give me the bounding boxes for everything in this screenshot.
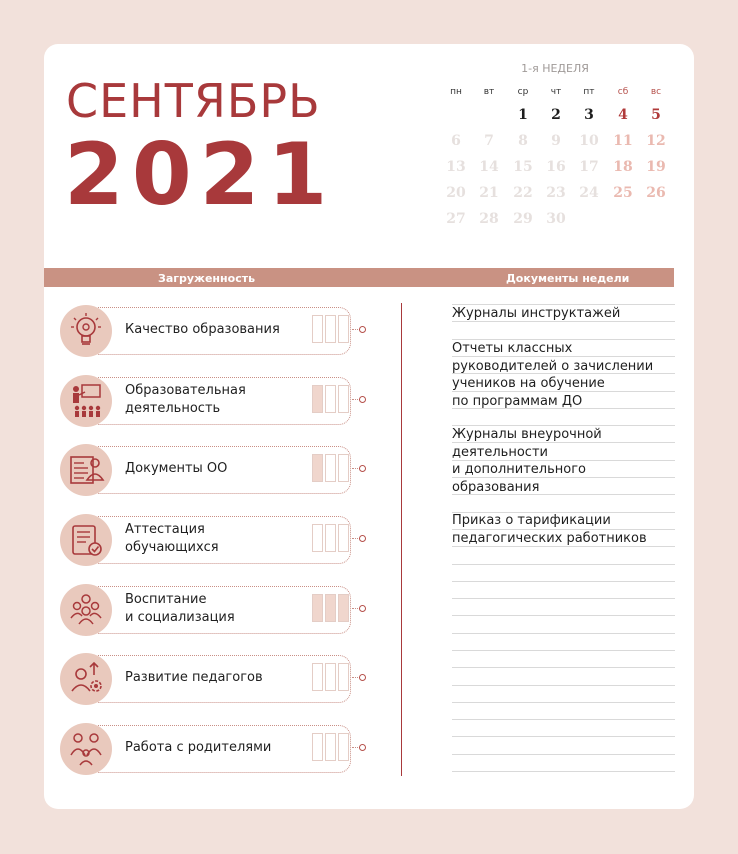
load-segment[interactable] bbox=[312, 315, 323, 343]
ruled-line bbox=[452, 667, 675, 668]
workload-item-label: Аттестация обучающихся bbox=[125, 522, 219, 555]
documents-heading: Документы недели bbox=[506, 272, 630, 285]
weekday-label: ср bbox=[517, 87, 529, 97]
ruled-line bbox=[452, 771, 675, 772]
checklist-icon bbox=[60, 514, 112, 566]
load-segment[interactable] bbox=[312, 663, 323, 691]
connector-dot bbox=[359, 326, 366, 333]
workload-item[interactable] bbox=[60, 514, 360, 566]
load-segment[interactable] bbox=[325, 454, 336, 482]
ruled-line bbox=[452, 719, 675, 720]
calendar-day[interactable]: 16 bbox=[546, 159, 566, 175]
workload-item-label: Документы ОО bbox=[125, 461, 228, 476]
workload-item[interactable] bbox=[60, 584, 360, 636]
workload-item-label: Работа с родителями bbox=[125, 740, 272, 755]
workload-item[interactable] bbox=[60, 723, 360, 775]
calendar-day[interactable]: 29 bbox=[513, 211, 533, 227]
calendar-day[interactable]: 5 bbox=[651, 107, 661, 123]
calendar-day[interactable]: 12 bbox=[646, 133, 666, 149]
document-entry: Отчеты классных руководителей о зачислении учеников на обучение по программам ДО bbox=[452, 341, 654, 409]
workload-item-label: Воспитание и социализация bbox=[125, 592, 235, 625]
ruled-line bbox=[452, 736, 675, 737]
connector-dot bbox=[359, 535, 366, 542]
load-segment[interactable] bbox=[325, 524, 336, 552]
calendar-day[interactable]: 2 bbox=[551, 107, 561, 123]
calendar-day[interactable]: 27 bbox=[446, 211, 466, 227]
document-person-icon bbox=[60, 444, 112, 496]
month-title: СЕНТЯБРЬ bbox=[66, 74, 321, 128]
lightbulb-gear-icon bbox=[60, 305, 112, 357]
calendar-day[interactable]: 26 bbox=[646, 185, 666, 201]
ruled-line bbox=[452, 615, 675, 616]
weekday-label: вс bbox=[650, 87, 662, 97]
calendar-day[interactable]: 4 bbox=[618, 107, 628, 123]
teacher-growth-gear-icon bbox=[60, 653, 112, 705]
ruled-line bbox=[452, 754, 675, 755]
ruled-line bbox=[452, 650, 675, 651]
load-segment[interactable] bbox=[325, 385, 336, 413]
calendar-day[interactable]: 14 bbox=[479, 159, 499, 175]
load-segment[interactable] bbox=[325, 733, 336, 761]
parents-child-icon bbox=[60, 723, 112, 775]
load-segment[interactable] bbox=[312, 454, 323, 482]
connector-dot bbox=[359, 744, 366, 751]
ruled-line bbox=[452, 598, 675, 599]
workload-item[interactable] bbox=[60, 653, 360, 705]
calendar-day[interactable]: 24 bbox=[579, 185, 599, 201]
load-segment[interactable] bbox=[312, 385, 323, 413]
calendar-day[interactable]: 18 bbox=[613, 159, 633, 175]
load-segment[interactable] bbox=[338, 385, 349, 413]
connector-dot bbox=[359, 674, 366, 681]
calendar-day[interactable]: 3 bbox=[584, 107, 594, 123]
calendar-day[interactable]: 28 bbox=[479, 211, 499, 227]
calendar-day[interactable]: 6 bbox=[451, 133, 461, 149]
calendar-day[interactable]: 17 bbox=[579, 159, 599, 175]
calendar-day[interactable]: 19 bbox=[646, 159, 666, 175]
classroom-teacher-icon bbox=[60, 375, 112, 427]
load-segment[interactable] bbox=[338, 524, 349, 552]
document-entry: Приказ о тарификации педагогических работников bbox=[452, 513, 647, 546]
column-divider bbox=[401, 303, 402, 776]
calendar-day[interactable]: 1 bbox=[518, 107, 528, 123]
connector-dot bbox=[359, 465, 366, 472]
load-segment[interactable] bbox=[338, 454, 349, 482]
ruled-line bbox=[452, 633, 675, 634]
ruled-line bbox=[452, 581, 675, 582]
workload-item[interactable] bbox=[60, 305, 360, 357]
calendar-day[interactable]: 25 bbox=[613, 185, 633, 201]
load-segment[interactable] bbox=[325, 594, 336, 622]
workload-item[interactable] bbox=[60, 444, 360, 496]
workload-item-label: Образовательная деятельность bbox=[125, 383, 246, 416]
workload-item-label: Качество образования bbox=[125, 322, 280, 337]
calendar-day[interactable]: 22 bbox=[513, 185, 533, 201]
connector-dot bbox=[359, 396, 366, 403]
ruled-line bbox=[452, 685, 675, 686]
weekday-label: пн bbox=[450, 87, 462, 97]
weekday-label: сб bbox=[617, 87, 629, 97]
workload-item[interactable] bbox=[60, 375, 360, 427]
group-people-icon bbox=[60, 584, 112, 636]
connector-dot bbox=[359, 605, 366, 612]
ruled-line bbox=[452, 702, 675, 703]
year-title: 2021 bbox=[64, 125, 336, 225]
document-entry: Журналы инструктажей bbox=[452, 306, 621, 321]
load-segment[interactable] bbox=[325, 663, 336, 691]
load-segment[interactable] bbox=[338, 594, 349, 622]
calendar-day[interactable]: 23 bbox=[546, 185, 566, 201]
load-segment[interactable] bbox=[312, 524, 323, 552]
calendar-day[interactable]: 13 bbox=[446, 159, 466, 175]
weekday-label: чт bbox=[550, 87, 562, 97]
document-entry: Журналы внеурочной деятельности и дополнительного образования bbox=[452, 427, 602, 495]
calendar-day[interactable]: 7 bbox=[484, 133, 494, 149]
load-segment[interactable] bbox=[325, 315, 336, 343]
weekday-label: пт bbox=[583, 87, 595, 97]
load-segment[interactable] bbox=[312, 594, 323, 622]
calendar-day[interactable]: 9 bbox=[551, 133, 561, 149]
ruled-line bbox=[452, 564, 675, 565]
week-label: 1-я НЕДЕЛЯ bbox=[521, 62, 589, 75]
load-segment[interactable] bbox=[312, 733, 323, 761]
calendar-day[interactable]: 11 bbox=[613, 133, 633, 149]
workload-item-label: Развитие педагогов bbox=[125, 670, 263, 685]
calendar-day[interactable]: 10 bbox=[579, 133, 599, 149]
workload-heading: Загруженность bbox=[158, 272, 256, 285]
calendar-day[interactable]: 8 bbox=[518, 133, 528, 149]
load-segment[interactable] bbox=[338, 315, 349, 343]
section-header-bar bbox=[44, 268, 674, 287]
calendar-day[interactable]: 30 bbox=[546, 211, 566, 227]
calendar-day[interactable]: 15 bbox=[513, 159, 533, 175]
load-segment[interactable] bbox=[338, 733, 349, 761]
calendar-day[interactable]: 21 bbox=[479, 185, 499, 201]
weekday-label: вт bbox=[483, 87, 495, 97]
load-segment[interactable] bbox=[338, 663, 349, 691]
calendar-day[interactable]: 20 bbox=[446, 185, 466, 201]
